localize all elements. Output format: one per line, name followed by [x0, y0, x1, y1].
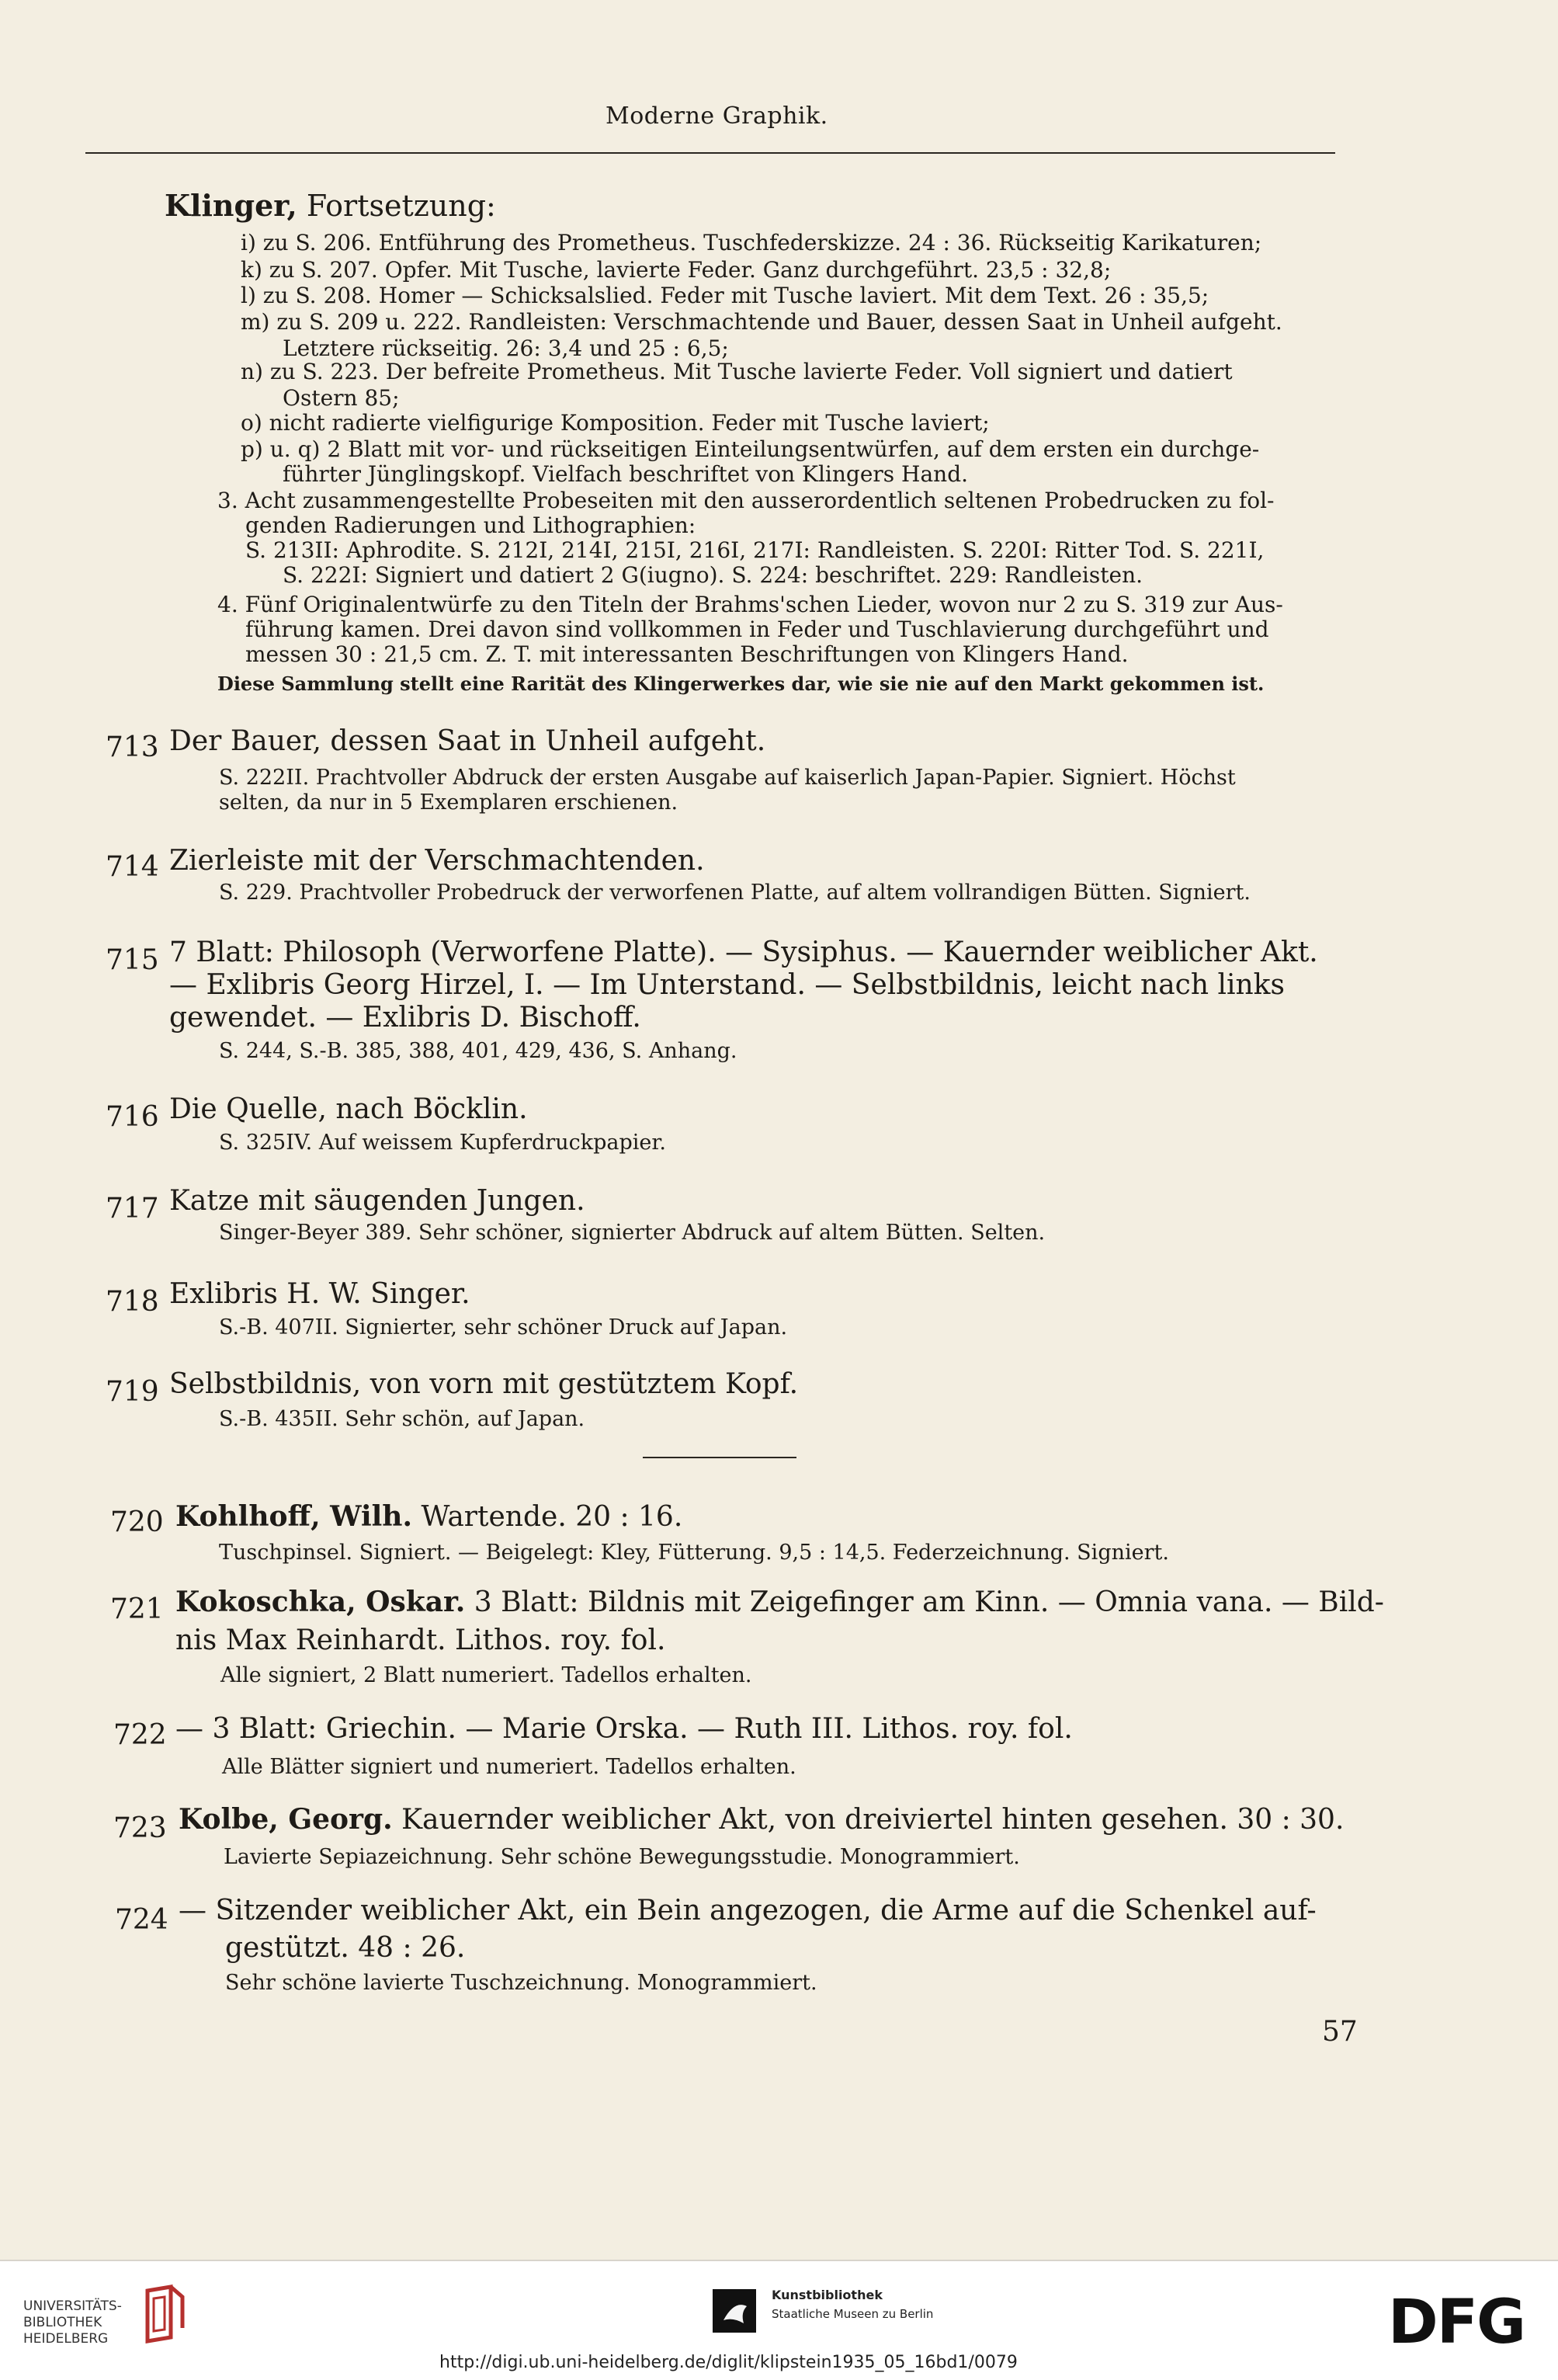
kunstbibliothek-title: Kunstbibliothek: [772, 2288, 883, 2302]
university-library-label: UNIVERSITÄTS- BIBLIOTHEK HEIDELBERG: [23, 2298, 122, 2347]
entry-detail: S. 229. Prachtvoller Probedruck der verworfenen Platte, auf altem vollrandigen Bütten. Signiert.: [219, 881, 1251, 905]
running-header: Moderne Graphik.: [606, 102, 828, 130]
entry-title: Selbstbildnis, von vorn mit gestütztem Kopf.: [169, 1368, 799, 1400]
klinger-line: k) zu S. 207. Opfer. Mit Tusche, lavierte Feder. Ganz durchgeführt. 23,5 : 32,8;: [241, 257, 1112, 283]
entry-number: 724: [115, 1904, 168, 1936]
entry-number: 716: [106, 1101, 159, 1133]
klinger-line: o) nicht radierte vielfigurige Komposition. Feder mit Tusche laviert;: [241, 410, 990, 436]
entry-heading: [175, 1500, 682, 1533]
entry-title: Wartende. 20 : 16.: [421, 1501, 683, 1533]
artist-name: Kolbe, Georg.: [179, 1803, 393, 1836]
entry-number: 719: [106, 1376, 159, 1408]
klinger-line: Letztere rückseitig. 26: 3,4 und 25 : 6,5;: [283, 335, 729, 361]
artist-name: Klinger,: [165, 188, 297, 223]
entry-number: 723: [113, 1812, 167, 1844]
entry-detail: Singer-Beyer 389. Sehr schöner, signierter Abdruck auf altem Bütten. Selten.: [219, 1221, 1046, 1245]
klinger-line: S. 213II: Aphrodite. S. 212I, 214I, 215I, 216I, 217I: Randleisten. S. 220I: Ritter Tod. S. 221I,: [245, 537, 1265, 563]
entry-title-cont: gewendet. — Exlibris D. Bischoff.: [169, 1002, 641, 1034]
page-number: 57: [1322, 2016, 1358, 2048]
klinger-line: S. 222I: Signiert und datiert 2 G(iugno). S. 224: beschriftet. 229: Randleisten.: [283, 562, 1143, 588]
klinger-line: Ostern 85;: [283, 385, 400, 411]
entry-detail: Sehr schöne lavierte Tuschzeichnung. Monogrammiert.: [225, 1971, 817, 1995]
klinger-line: m) zu S. 209 u. 222. Randleisten: Verschmachtende und Bauer, dessen Saat in Unheil aufgeht.: [241, 309, 1282, 335]
entry-title-cont: nis Max Reinhardt. Lithos. roy. fol.: [175, 1624, 666, 1656]
klinger-line: l) zu S. 208. Homer — Schicksalslied. Feder mit Tusche laviert. Mit dem Text. 26 : 35,5;: [241, 283, 1209, 308]
permalink-url[interactable]: http://digi.ub.uni-heidelberg.de/diglit/klipstein1935_05_16bd1/0079: [439, 2353, 1018, 2372]
entry-heading: [175, 1586, 1384, 1618]
entry-title: Kauernder weiblicher Akt, von dreiviertel hinten gesehen. 30 : 30.: [401, 1804, 1345, 1836]
entry-heading: [179, 1803, 1344, 1836]
kunstbibliothek-logo-icon: [713, 2289, 756, 2333]
entry-number: 713: [106, 731, 159, 763]
entry-title: 3 Blatt: Bildnis mit Zeigefinger am Kinn. — Omnia vana. — Bild-: [474, 1586, 1384, 1618]
entry-detail: S. 325IV. Auf weissem Kupferdruckpapier.: [219, 1131, 666, 1155]
continuation-label: Fortsetzung:: [306, 189, 496, 223]
dfg-logo: DFG: [1388, 2288, 1525, 2357]
klinger-line: i) zu S. 206. Entführung des Prometheus. Tuschfederskizze. 24 : 36. Rückseitig Karikaturen;: [241, 230, 1262, 255]
entry-title-cont: gestützt. 48 : 26.: [225, 1932, 466, 1964]
artist-name: Kohlhoff, Wilh.: [175, 1500, 413, 1533]
entry-number: 721: [110, 1593, 164, 1625]
entry-title: — 3 Blatt: Griechin. — Marie Orska. — Ruth III. Lithos. roy. fol.: [175, 1713, 1073, 1745]
klinger-line: führter Jünglingskopf. Vielfach beschriftet von Klingers Hand.: [283, 461, 969, 487]
collection-note: Diese Sammlung stellt eine Rarität des Klingerwerkes dar, wie sie nie auf den Markt gekommen ist.: [217, 672, 1265, 695]
entry-title: Exlibris H. W. Singer.: [169, 1278, 470, 1310]
entry-number: 722: [113, 1719, 167, 1751]
entry-number: 720: [110, 1506, 164, 1538]
klinger-line: p) u. q) 2 Blatt mit vor- und rückseitigen Einteilungsentwürfen, auf dem ersten ein durchge-: [241, 436, 1260, 462]
klinger-line: 4. Fünf Originalentwürfe zu den Titeln der Brahms'schen Lieder, wovon nur 2 zu S. 319 zur Aus-: [217, 592, 1283, 617]
footer-rule: [0, 2260, 1558, 2261]
klinger-line: n) zu S. 223. Der befreite Prometheus. Mit Tusche lavierte Feder. Voll signiert und datiert: [241, 359, 1233, 384]
klinger-line: messen 30 : 21,5 cm. Z. T. mit interessanten Beschriftungen von Klingers Hand.: [245, 641, 1129, 667]
entry-number: 714: [106, 851, 159, 883]
entry-detail: Alle signiert, 2 Blatt numeriert. Tadellos erhalten.: [220, 1663, 752, 1687]
entry-detail: S. 222II. Prachtvoller Abdruck der ersten Ausgabe auf kaiserlich Japan-Papier. Signiert. Höchst: [219, 766, 1236, 790]
entry-detail: S.-B. 407II. Signierter, sehr schöner Druck auf Japan.: [219, 1315, 788, 1339]
kunstbibliothek-subtitle: Staatliche Museen zu Berlin: [772, 2307, 934, 2321]
entry-number: 718: [106, 1286, 159, 1318]
entry-title: — Sitzender weiblicher Akt, ein Bein angezogen, die Arme auf die Schenkel auf-: [179, 1895, 1317, 1927]
entry-number: 715: [106, 944, 159, 976]
klinger-line: 3. Acht zusammengestellte Probeseiten mit den ausserordentlich seltenen Probedrucken zu fol-: [217, 488, 1275, 513]
header-rule: [85, 152, 1335, 154]
klinger-line: führung kamen. Drei davon sind vollkommen in Feder und Tuschlavierung durchgeführt und: [245, 617, 1269, 642]
klinger-line: genden Radierungen und Lithographien:: [245, 512, 696, 538]
entry-number: 717: [106, 1193, 159, 1225]
entry-title: Katze mit säugenden Jungen.: [169, 1185, 585, 1217]
entry-title: Zierleiste mit der Verschmachtenden.: [169, 845, 705, 877]
entry-detail: Tuschpinsel. Signiert. — Beigelegt: Kley, Fütterung. 9,5 : 14,5. Federzeichnung. Signiert.: [219, 1541, 1169, 1565]
entry-detail: S.-B. 435II. Sehr schön, auf Japan.: [219, 1407, 585, 1431]
entry-detail: Lavierte Sepiazeichnung. Sehr schöne Bewegungsstudie. Monogrammiert.: [224, 1845, 1020, 1869]
artist-name: Kokoschka, Oskar.: [175, 1586, 466, 1618]
entry-detail: S. 244, S.-B. 385, 388, 401, 429, 436, S. Anhang.: [219, 1039, 737, 1063]
klinger-heading: [165, 188, 496, 223]
entry-title-cont: — Exlibris Georg Hirzel, I. — Im Unterstand. — Selbstbildnis, leicht nach links: [169, 969, 1285, 1001]
entry-detail: selten, da nur in 5 Exemplaren erschienen.: [219, 790, 678, 815]
section-separator: [643, 1457, 796, 1458]
entry-title: 7 Blatt: Philosoph (Verworfene Platte). — Sysiphus. — Kauernder weiblicher Akt.: [169, 936, 1318, 968]
entry-detail: Alle Blätter signiert und numeriert. Tadellos erhalten.: [222, 1755, 796, 1779]
entry-title: Die Quelle, nach Böcklin.: [169, 1093, 528, 1125]
entry-title: Der Bauer, dessen Saat in Unheil aufgeht.: [169, 725, 766, 757]
university-logo-icon: [140, 2283, 186, 2345]
